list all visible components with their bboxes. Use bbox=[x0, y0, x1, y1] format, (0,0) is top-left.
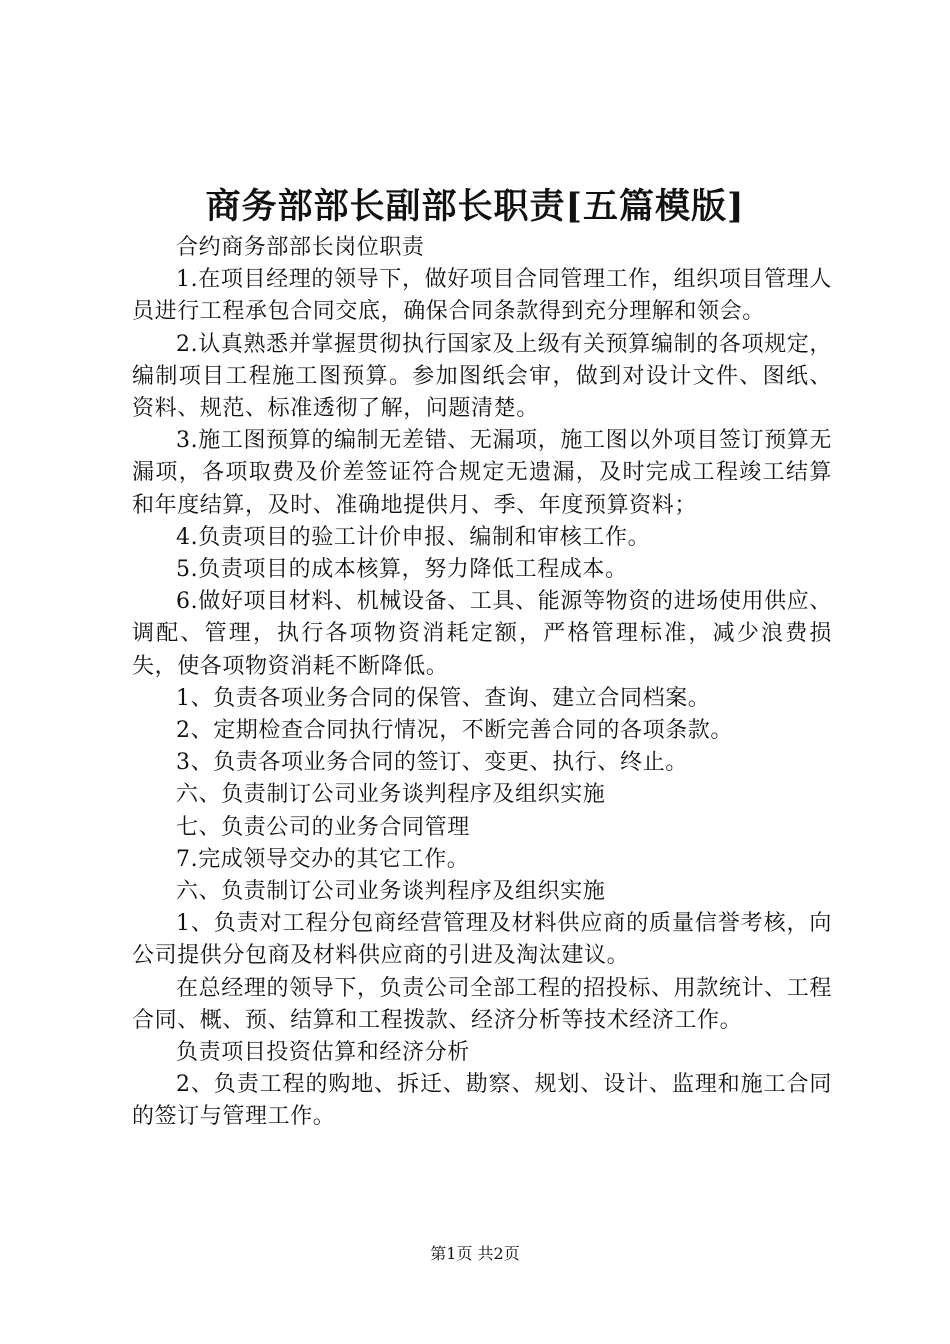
paragraph: 负责项目投资估算和经济分析 bbox=[176, 1040, 470, 1066]
paragraph: 在总经理的领导下，负责公司全部工程的招投标、用款统计、工程合同、概、预、结算和工程拨款、经济分析等技术经济工作。 bbox=[132, 975, 832, 1033]
paragraph: 2.认真熟悉并掌握贯彻执行国家及上级有关预算编制的各项规定，编制项目工程施工图预算。参加图纸会审，做到对设计文件、图纸、资料、规范、标准透彻了解，问题清楚。 bbox=[132, 331, 832, 422]
paragraph: 六、负责制订公司业务谈判程序及组织实施 bbox=[176, 782, 606, 808]
paragraph: 1、负责对工程分包商经营管理及材料供应商的质量信誉考核，向公司提供分包商及材料供应商的引进及淘汰建议。 bbox=[132, 911, 832, 969]
paragraph: 2、负责工程的购地、拆迁、勘察、规划、设计、监理和施工合同的签订与管理工作。 bbox=[132, 1072, 832, 1130]
paragraph: 合约商务部部长岗位职责 bbox=[176, 235, 425, 260]
paragraph: 5.负责项目的成本核算，努力降低工程成本。 bbox=[176, 557, 628, 583]
paragraph: 7.完成领导交办的其它工作。 bbox=[176, 846, 470, 872]
paragraph: 3、负责各项业务合同的签订、变更、执行、终止。 bbox=[176, 750, 688, 776]
paragraph: 1、负责各项业务合同的保管、查询、建立合同档案。 bbox=[176, 685, 711, 711]
paragraph: 2、定期检查合同执行情况，不断完善合同的各项条款。 bbox=[176, 718, 733, 744]
page-footer: 第1页 共2页 bbox=[430, 1244, 520, 1263]
paragraph: 6.做好项目材料、机械设备、工具、能源等物资的进场使用供应、调配、管理，执行各项物资消耗定额，严格管理标准，减少浪费损失，使各项物资消耗不断降低。 bbox=[132, 589, 832, 679]
paragraph: 六、负责制订公司业务谈判程序及组织实施 bbox=[176, 879, 606, 905]
document-body bbox=[132, 232, 832, 1134]
paragraph: 七、负责公司的业务合同管理 bbox=[176, 814, 470, 840]
paragraph: 4.负责项目的验工计价申报、编制和审核工作。 bbox=[176, 524, 651, 550]
document-title: 商务部部长副部长职责[五篇模版] bbox=[205, 186, 745, 227]
paragraph: 1.在项目经理的领导下，做好项目合同管理工作，组织项目管理人员进行工程承包合同交底，确保合同条款得到充分理解和领会。 bbox=[132, 267, 832, 325]
paragraph: 3.施工图预算的编制无差错、无漏项，施工图以外项目签订预算无漏项，各项取费及价差签证符合规定无遗漏，及时完成工程竣工结算和年度结算，及时、准确地提供月、季、年度预算资料； bbox=[132, 428, 832, 518]
